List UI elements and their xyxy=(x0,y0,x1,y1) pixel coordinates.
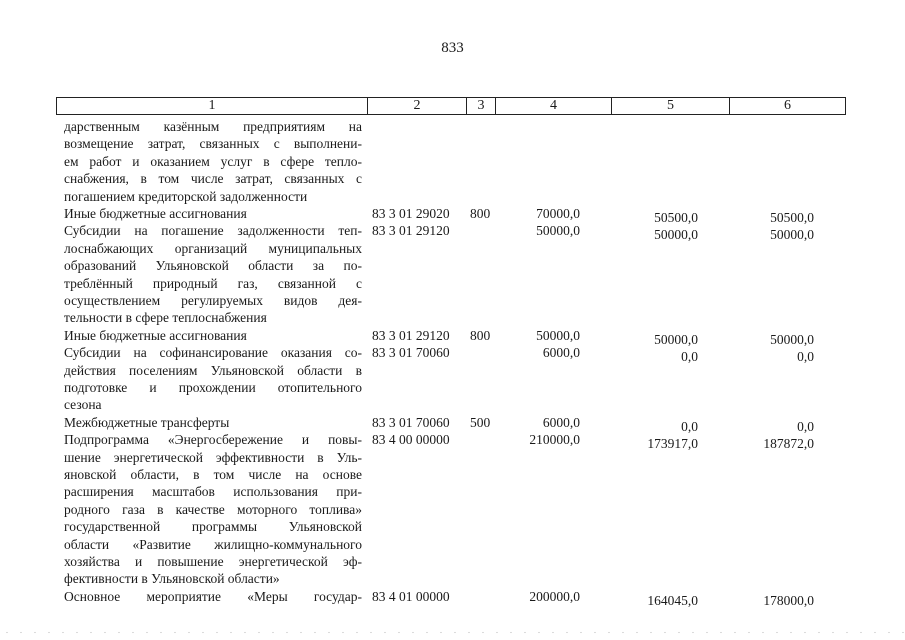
row-name xyxy=(64,414,362,431)
row-value-2020: 173917,0 xyxy=(647,436,698,452)
row-value-2020: 50000,0 xyxy=(654,227,698,243)
row-value-2020: 50000,0 xyxy=(654,331,698,347)
row-name xyxy=(64,431,362,588)
row-name xyxy=(64,588,362,605)
row-name-line: ем работ и оказанием услуг в сфере тепло- xyxy=(64,153,362,169)
row-code: 83 3 01 70060 xyxy=(372,414,450,430)
row-name-line: дарственным казённым предприятиям на xyxy=(64,119,362,134)
row-value-2021: 0,0 xyxy=(797,418,814,434)
row-value-2019: 70000,0 xyxy=(536,206,580,221)
row-value-2020: 164045,0 xyxy=(647,592,698,608)
scan-artifact xyxy=(0,631,905,634)
row-name-line: возмещение затрат, связанных с выполнени- xyxy=(64,136,362,152)
row-value-2021: 50500,0 xyxy=(770,210,814,225)
row-name-line: Основное мероприятие «Меры государ- xyxy=(64,588,362,604)
row-value-2020: 0,0 xyxy=(681,418,698,434)
row-value-2021: 50000,0 xyxy=(770,331,814,347)
page-number: 833 xyxy=(441,40,464,56)
row-name xyxy=(64,118,362,205)
table-row xyxy=(0,588,905,608)
row-name-line: расширения масштабов использования при- xyxy=(64,484,362,500)
row-value-2021: 0,0 xyxy=(797,349,814,365)
row-code: 83 4 00 00000 xyxy=(372,432,450,448)
row-name-line: Иные бюджетные ассигнования xyxy=(64,327,247,343)
row-name xyxy=(64,327,362,344)
row-name-line: фективности в Ульяновской области» xyxy=(64,571,280,587)
table-row xyxy=(0,344,905,414)
row-name-line: лоснабжающих организаций муниципальных xyxy=(64,240,362,256)
table-row xyxy=(0,431,905,588)
table-row xyxy=(0,118,905,205)
row-name-line: образований Ульяновской области за по- xyxy=(64,258,362,274)
table-row xyxy=(0,205,905,225)
row-name-line: Межбюджетные трансферты xyxy=(64,414,230,430)
row-name-line: треблённый природный газ, связанной с xyxy=(64,275,362,291)
header-col-2: 2 xyxy=(368,98,467,114)
row-name-line: тельности в сфере теплоснабжения xyxy=(64,310,267,326)
row-code: 83 3 01 29120 xyxy=(372,327,450,343)
row-name-line: сезона xyxy=(64,397,102,413)
row-name-line: родного газа в качестве моторного топлива» xyxy=(64,501,362,517)
row-name-line: осуществлением регулируемых видов дея- xyxy=(64,292,362,308)
row-value-2019: 50000,0 xyxy=(536,223,580,239)
table-header xyxy=(56,97,846,115)
row-code: 83 3 01 70060 xyxy=(372,345,450,361)
row-value-2020: 50500,0 xyxy=(654,210,698,225)
row-name-line: государственной программы Ульяновской xyxy=(64,519,362,535)
row-value-2019: 50000,0 xyxy=(536,327,580,343)
row-name-line: подготовке и прохождении отопительного xyxy=(64,379,362,395)
row-name xyxy=(64,344,362,414)
row-expense-type: 800 xyxy=(470,327,491,343)
row-code: 83 3 01 29020 xyxy=(372,206,450,221)
row-value-2021: 178000,0 xyxy=(763,592,814,608)
row-code: 83 4 01 00000 xyxy=(372,588,450,604)
row-name-line: погашением кредиторской задолженности xyxy=(64,188,308,204)
row-value-2019: 6000,0 xyxy=(542,414,580,430)
row-name xyxy=(64,205,362,222)
table-row xyxy=(0,414,905,434)
row-value-2019: 200000,0 xyxy=(529,588,580,604)
header-col-5: 5 xyxy=(612,98,730,114)
header-col-4: 4 xyxy=(496,98,612,114)
row-name-line: Подпрограмма «Энергосбережение и повы- xyxy=(64,432,362,448)
row-code: 83 3 01 29120 xyxy=(372,223,450,239)
row-name-line: Субсидии на софинансирование оказания со- xyxy=(64,345,362,361)
row-name-line: хозяйства и повышение энергетической эф- xyxy=(64,553,362,569)
row-name-line: Иные бюджетные ассигнования xyxy=(64,206,247,221)
row-name-line: шение энергетической эффективности в Уль- xyxy=(64,449,362,465)
row-name-line: Субсидии на погашение задолженности теп- xyxy=(64,223,362,239)
table-row xyxy=(0,327,905,347)
row-name-line: области «Развитие жилищно-коммунального xyxy=(64,536,362,552)
row-name-line: яновской области, в том числе на основе xyxy=(64,466,362,482)
row-value-2020: 0,0 xyxy=(681,349,698,365)
table-body xyxy=(0,118,905,608)
row-expense-type: 500 xyxy=(470,414,491,430)
row-expense-type: 800 xyxy=(470,206,491,221)
header-col-3: 3 xyxy=(467,98,496,114)
header-col-1: 1 xyxy=(57,98,368,114)
row-value-2021: 50000,0 xyxy=(770,227,814,243)
row-name-line: действия поселениям Ульяновской области в xyxy=(64,362,362,378)
header-col-6: 6 xyxy=(784,98,791,113)
row-value-2019: 210000,0 xyxy=(529,432,580,448)
row-name-line: снабжения, в том числе затрат, связанных с xyxy=(64,171,362,187)
row-value-2019: 6000,0 xyxy=(542,345,580,361)
row-value-2021: 187872,0 xyxy=(763,436,814,452)
row-name xyxy=(64,222,362,326)
table-row xyxy=(0,222,905,326)
